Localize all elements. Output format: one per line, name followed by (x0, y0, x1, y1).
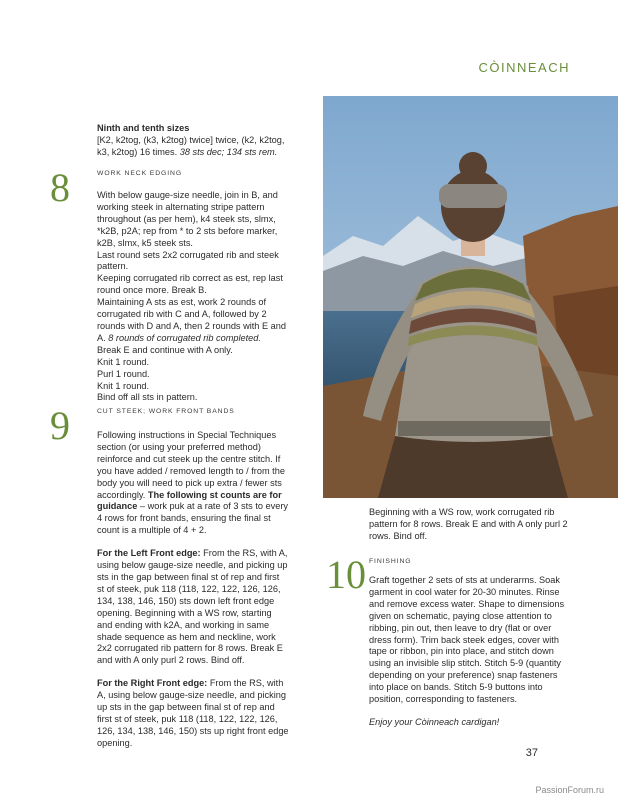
page-number: 37 (525, 747, 538, 759)
step-9-heading: CUT STEEK; WORK FRONT BANDS (97, 408, 235, 415)
step-9-continuation: Beginning with a WS row, work corrugated rib pattern for 8 rows. Break E and with A only purl 2 rows. Bind off. (369, 507, 568, 541)
step-10-number: 10 (326, 552, 366, 597)
section-title: CÒINNEACH (478, 60, 570, 75)
cardigan-photo (323, 96, 618, 498)
step-8-number: 8 (50, 165, 70, 210)
closing-line: Enjoy your Còinneach cardigan! (369, 716, 500, 727)
step-10-body: Graft together 2 sets of sts at underarms. Soak garment in cool water for 20-30 minutes. Rinse and remove excess water. Shape to dimensions given on schematic, paying close attention to ribbing, pin out, then leave to dry (flat or over dress form). Trim back steek edges, cover with tape or ribbon, pin into place, and stitch down using an invisible slip stitch. Stitch 5-9 (quantity depending on your preference) snap fasteners into place on bands. Stitch 5-9 buttons into position, corresponding to fasteners. Enjoy your Còinneach cardigan! (369, 575, 574, 729)
step-8-heading: WORK NECK EDGING (97, 170, 183, 177)
step-9-body: Following instructions in Special Techniques section (or using your preferred method) reinforce and cut steek up the centre stitch. If you have added / removed length to / from the body you will need to pick up extra / fewer sts accordingly. The following st counts are for guidance – work puk at a rate of 3 sts to every 4 rows for front bands, ensuring the final st count is a multiple of 4 + 2. For the Left Front edge: From the RS, with A, using below gauge-size needle, and picking up sts in the gap between final st of rep and first st of steek, puk 118 (118, 122, 122, 126, 126, 134, 138, 146, 150) sts down left front edge opening. Beginning with a WS row, starting and ending with k2A, and working in same shade sequence as hem and neckline, work 2x2 corrugated rib pattern for 8 rows. Break E and with A only purl 2 rows. Bind off. For the Right Front edge: From the RS, with A, using below gauge-size needle, and picking up sts in the gap between final st of rep and first st of steek, puk 118 (118, 122, 122, 126, 126, 134, 138, 146, 150) sts up right front edge opening. (97, 430, 289, 748)
step-10-heading: FINISHING (369, 558, 412, 565)
step-9-number: 9 (50, 403, 70, 448)
watermark: PassionForum.ru (535, 785, 604, 795)
step-8-body: With below gauge-size needle, join in B, and working steek in alternating stripe pattern throughout (as per hem), k4 steek sts, slmx, *k2B, p2A; rep from * to 2 sts before marker, k2B, slmx, k5 steek sts. Last round sets 2x2 corrugated rib and steek pattern. Keeping corrugated rib correct as est, rep last round once more. Break B. Maintaining A sts as est, work 2 rounds of corrugated rib with C and A, followed by 2 rounds with D and A, then 2 rounds with E and A. 8 rounds of corrugated rib completed. Break E and continue with A only. Knit 1 round. Purl 1 round. Knit 1 round. Bind off all sts in pattern. (97, 190, 286, 403)
photo-illustration (323, 96, 618, 498)
sizes-instruction: [K2, k2tog, (k3, k2tog) twice] twice, (k2, k2tog, k3, k2tog) 16 times. 38 sts dec; 134 sts rem. (97, 134, 285, 157)
sizes-heading: Ninth and tenth sizes (97, 123, 190, 133)
